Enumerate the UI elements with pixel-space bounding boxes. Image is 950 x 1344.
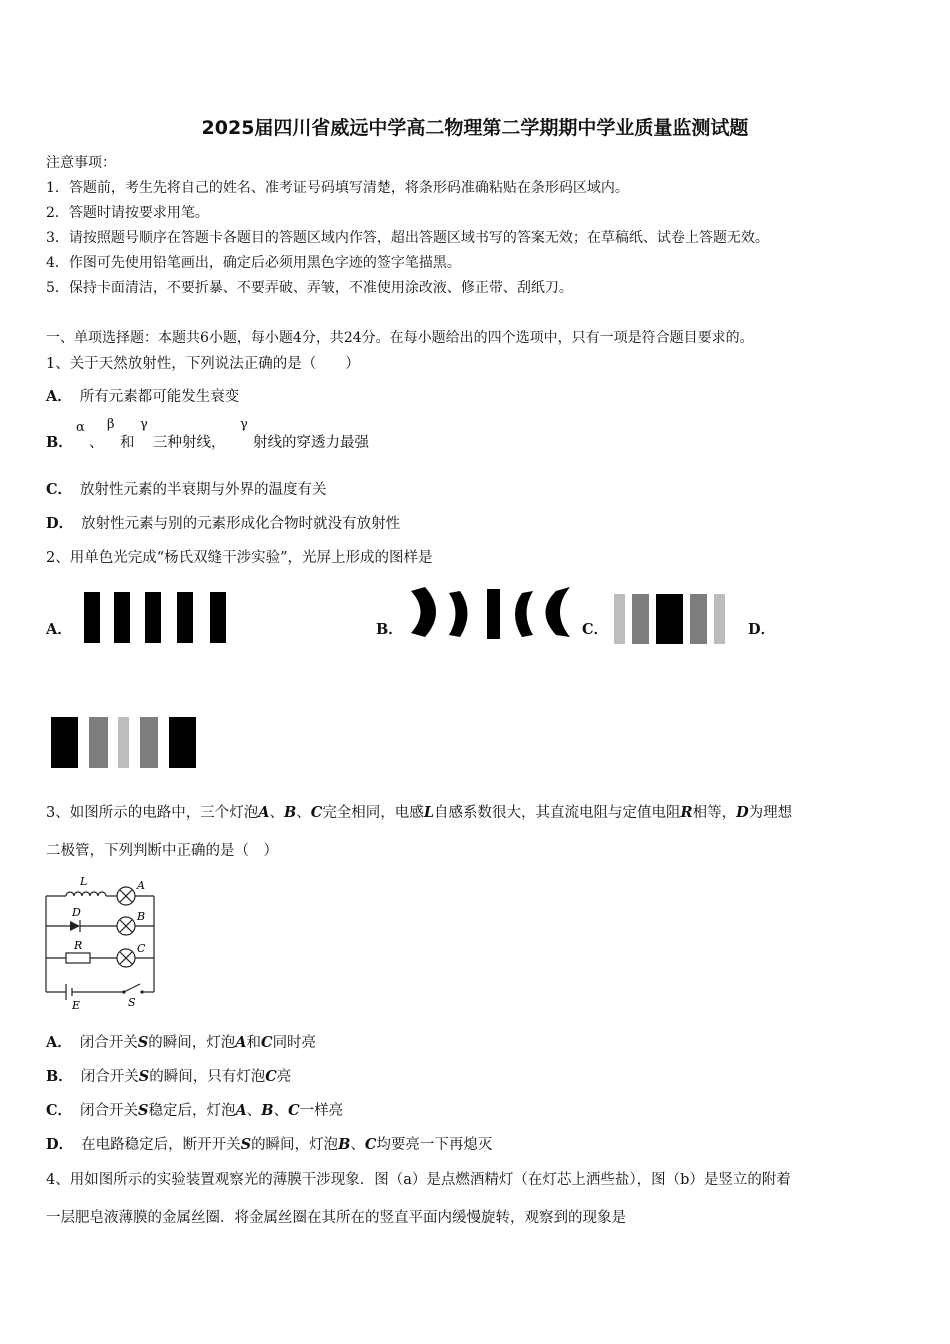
- option-text: 、: [273, 1103, 289, 1119]
- var-c: C: [265, 1068, 277, 1085]
- fringe-bar: [51, 717, 78, 768]
- label-r: R: [74, 939, 83, 952]
- option-text: 闭合开关: [79, 1035, 138, 1051]
- label-b: B: [137, 910, 146, 923]
- fringe-bar: [114, 592, 130, 643]
- gamma-symbol: γ: [240, 417, 248, 432]
- question-4-stem: 4、用如图所示的实验装置观察光的薄膜干涉现象．图（a）是点燃酒精灯（在灯芯上洒些盐），图（b）是竖立的附着: [46, 1172, 791, 1188]
- notice-item: 4．作图可先使用铅笔画出，确定后必须用黑色字迹的签字笔描黑。: [46, 255, 461, 271]
- var-l: L: [423, 804, 435, 821]
- option-text: 同时亮: [272, 1035, 317, 1051]
- var-c: C: [364, 1136, 377, 1153]
- notice-item: 5．保持卡面清洁，不要折暴、不要弄破、弄皱，不准使用涂改液、修正带、刮纸刀。: [46, 280, 573, 296]
- fringe-bar: [89, 717, 108, 768]
- label-e: E: [72, 999, 81, 1012]
- var-c: C: [288, 1102, 300, 1119]
- var-d: D: [736, 804, 749, 821]
- diode-icon: [70, 921, 80, 931]
- fringe-bar: [140, 717, 158, 768]
- fringe-pattern-b: [405, 585, 585, 645]
- option-text: 放射性元素与别的元素形成化合物时就没有放射性: [81, 516, 401, 532]
- inductor-icon: [66, 892, 106, 896]
- question-2-stem: 2、用单色光完成“杨氏双缝干涉实验”，光屏上形成的图样是: [46, 550, 433, 566]
- fringe-bar: [169, 717, 196, 768]
- fringe-bar: [145, 592, 161, 643]
- var-s: S: [138, 1102, 149, 1119]
- question-3-stem: [46, 801, 792, 822]
- fringe-bar: [632, 594, 649, 644]
- var-c: C: [261, 1034, 273, 1051]
- option-text: 的瞬间，灯泡: [251, 1137, 339, 1153]
- fringe-bar: [690, 594, 707, 644]
- var-b: B: [338, 1136, 351, 1153]
- stem-text: 自感系数很大，其直流电阻与定值电阻: [434, 805, 681, 821]
- option-text: 一样亮: [299, 1103, 344, 1119]
- fringe-bar: [118, 717, 129, 768]
- var-a: A: [235, 1102, 247, 1119]
- option-letter: B．: [46, 1068, 73, 1085]
- option-text: 均要亮一下再熄灭: [376, 1137, 493, 1153]
- option-letter: A．: [46, 1034, 72, 1051]
- label-a: A: [137, 879, 145, 892]
- option-letter: D．: [46, 1136, 74, 1153]
- option-text: 、: [89, 435, 104, 451]
- fringe-bar: [210, 592, 226, 643]
- q3-option-c: [46, 1099, 343, 1120]
- curved-fringe: [449, 591, 468, 637]
- option-text: 、: [246, 1103, 262, 1119]
- q3-option-b: [46, 1065, 291, 1086]
- option-letter: D．: [748, 621, 776, 638]
- option-letter: D．: [46, 515, 74, 532]
- var-a: A: [258, 804, 270, 821]
- var-a: A: [235, 1034, 247, 1051]
- question-1-stem: 1、关于天然放射性，下列说法正确的是（ ）: [46, 356, 360, 372]
- option-text: 和: [246, 1035, 262, 1051]
- resistor-icon: [66, 953, 90, 963]
- option-letter: C．: [46, 481, 73, 498]
- option-text: 射线的穿透力最强: [253, 435, 369, 451]
- option-letter: A．: [46, 621, 72, 638]
- stem-text: 完全相同，电感: [322, 805, 424, 821]
- curved-fringe: [411, 587, 436, 637]
- curved-fringe: [546, 587, 571, 637]
- notice-heading: 注意事项：: [46, 155, 116, 171]
- option-text: 闭合开关: [80, 1103, 139, 1119]
- stem-text: 相等，: [692, 805, 737, 821]
- page-title: 2025届四川省威远中学高二物理第二学期期中学业质量监测试题: [201, 117, 749, 139]
- alpha-symbol: α: [76, 420, 85, 435]
- fringe-bar: [614, 594, 625, 644]
- stem-text: 为理想: [748, 805, 793, 821]
- var-s: S: [138, 1068, 150, 1085]
- option-text: 的瞬间，灯泡: [148, 1035, 236, 1051]
- label-d: D: [72, 906, 81, 919]
- fringe-bar: [177, 592, 193, 643]
- option-text: 亮: [276, 1069, 292, 1085]
- option-text: 放射性元素的半衰期与外界的温度有关: [80, 482, 327, 498]
- option-text: 三种射线，: [153, 435, 226, 451]
- q3-option-d: [46, 1133, 492, 1154]
- label-s: S: [128, 996, 136, 1009]
- label-c: C: [137, 942, 146, 955]
- option-letter: B．: [376, 621, 403, 638]
- question-3-stem-line2: 二极管，下列判断中正确的是（ ）: [46, 843, 278, 859]
- label-l: L: [80, 875, 88, 888]
- option-text: 所有元素都可能发生衰变: [79, 389, 240, 405]
- option-letter: A．: [46, 388, 72, 405]
- option-text: 、: [350, 1137, 365, 1153]
- notice-item: 1．答题前，考生先将自己的姓名、准考证号码填写清楚，将条形码准确粘贴在条形码区域内。: [46, 180, 629, 196]
- var-r: R: [680, 804, 693, 821]
- option-text: 在电路稳定后，断开开关: [81, 1137, 241, 1153]
- q3-option-a: [46, 1031, 316, 1052]
- stem-text: 、: [269, 805, 284, 821]
- fringe-bar: [656, 594, 683, 644]
- var-c: C: [310, 804, 323, 821]
- section-heading: 一、单项选择题：本题共6小题，每小题4分，共24分。在每小题给出的四个选项中，只有一项是符合题目要求的。: [46, 330, 754, 346]
- curved-fringe: [515, 591, 533, 637]
- notice-item: 3．请按照题号顺序在答题卡各题目的答题区域内作答，超出答题区域书写的答案无效；在草稿纸、试卷上答题无效。: [46, 230, 769, 246]
- gamma-symbol: γ: [140, 417, 148, 432]
- option-letter: C．: [582, 621, 609, 638]
- switch-icon: [124, 984, 140, 992]
- var-b: B: [284, 804, 297, 821]
- stem-text: 、: [296, 805, 311, 821]
- beta-symbol: β: [107, 417, 115, 432]
- option-text: 和: [120, 435, 135, 451]
- fringe-bar: [84, 592, 100, 643]
- q1-option-c: [46, 478, 327, 499]
- q1-option-d: [46, 512, 400, 533]
- option-text: 闭合开关: [80, 1069, 139, 1085]
- circuit-diagram: [42, 872, 167, 1012]
- q1-option-a: [46, 385, 239, 406]
- option-letter: B．: [46, 434, 73, 451]
- fringe-bar: [714, 594, 725, 644]
- option-text: 稳定后，灯泡: [148, 1103, 236, 1119]
- option-text: 的瞬间，只有灯泡: [149, 1069, 266, 1085]
- notice-item: 2．答题时请按要求用笔。: [46, 205, 209, 221]
- q1-option-b: [46, 431, 73, 452]
- var-s: S: [240, 1136, 252, 1153]
- stem-text: 3、如图所示的电路中，三个灯泡: [46, 805, 259, 821]
- question-4-stem-line2: 一层肥皂液薄膜的金属丝圈．将金属丝圈在其所在的竖直平面内缓慢旋转，观察到的现象是: [46, 1210, 626, 1226]
- option-letter: C．: [46, 1102, 73, 1119]
- straight-fringe: [487, 589, 500, 639]
- var-b: B: [261, 1102, 274, 1119]
- var-s: S: [137, 1034, 149, 1051]
